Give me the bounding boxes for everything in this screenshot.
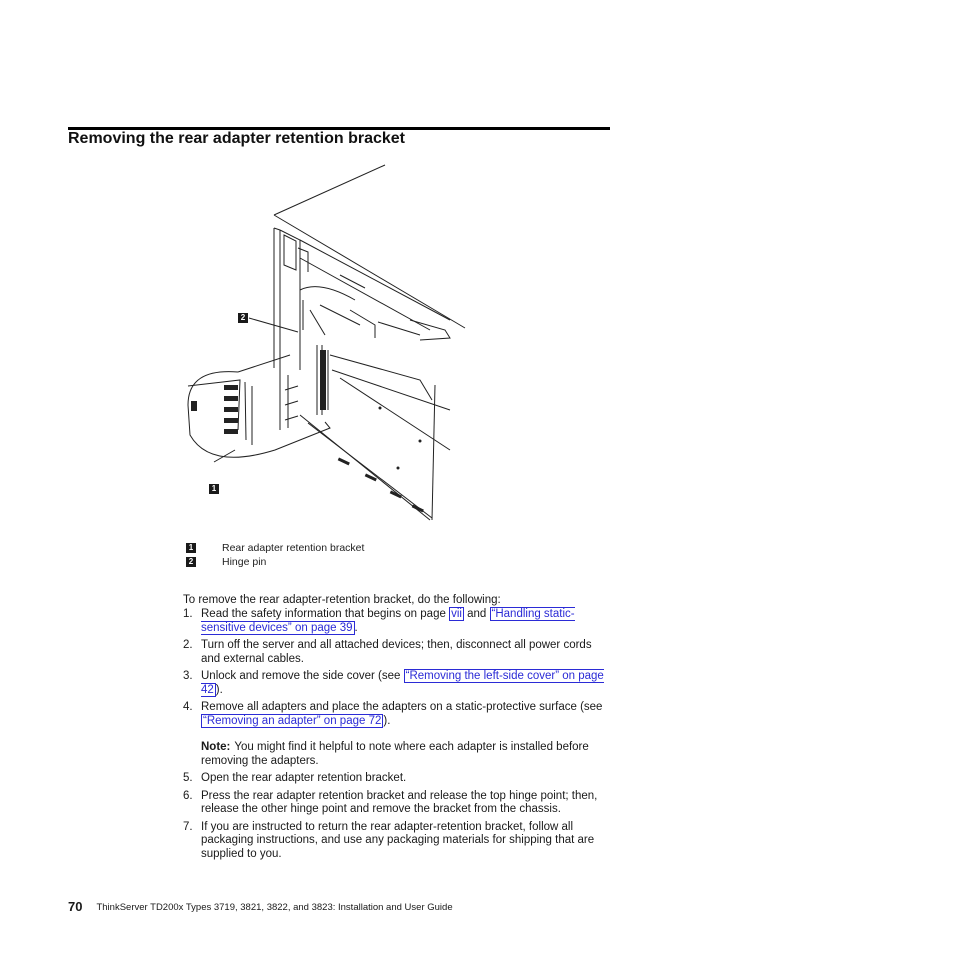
- legend-label: Hinge pin: [222, 556, 267, 568]
- procedure-steps: [183, 608, 613, 865]
- legend-label: Rear adapter retention bracket: [222, 542, 365, 554]
- step-text: Unlock and remove the side cover (see: [201, 669, 404, 682]
- remove-adapter-link[interactable]: “Removing an adapter” on page 72: [203, 714, 382, 727]
- note-block: [201, 741, 613, 768]
- legend-number: 2: [186, 557, 196, 567]
- bracket-illustration: [180, 160, 480, 535]
- step-text: Press the rear adapter retention bracket and release the top hinge point; then, release the other hinge point and remove the bracket from the chassis.: [201, 789, 598, 816]
- step-text: Remove all adapters and place the adapters on a static-protective surface (see: [201, 700, 603, 713]
- step-number: 3.: [183, 669, 193, 682]
- page-vii-link[interactable]: vii: [451, 608, 462, 620]
- list-item: [183, 701, 613, 768]
- note-text: You might find it helpful to note where each adapter is installed before removing the adapters.: [201, 741, 589, 767]
- step-number: 1.: [183, 608, 193, 620]
- step-text: ).: [215, 683, 223, 696]
- list-item: [183, 639, 613, 666]
- list-item: [183, 821, 613, 862]
- step-number: 2.: [183, 638, 193, 651]
- page-title: Removing the rear adapter retention bracket: [68, 130, 405, 147]
- step-text: Read the safety information that begins on page: [201, 608, 450, 620]
- step-text: Turn off the server and all attached devices; then, disconnect all power cords and external cables.: [201, 638, 592, 665]
- list-item: [183, 772, 613, 786]
- list-item: [183, 608, 613, 635]
- handling-static-link[interactable]: “Handling static-sensitive devices” on page 39: [201, 608, 575, 634]
- step-text: ).: [383, 714, 391, 727]
- callout-2-label: 2: [238, 313, 248, 323]
- step-text: If you are instructed to return the rear adapter-retention bracket, follow all packaging instructions, and use any packaging materials for shipping that are supplied to you.: [201, 820, 595, 860]
- legend-number: 1: [186, 543, 196, 553]
- footer-title: ThinkServer TD200x Types 3719, 3821, 3822, and 3823: Installation and User Guide: [96, 902, 453, 913]
- step-number: 6.: [183, 789, 193, 802]
- step-text: and: [463, 608, 490, 620]
- remove-side-cover-link[interactable]: “Removing the left-side cover” on page 42: [201, 669, 604, 696]
- page-number: 70: [68, 899, 83, 914]
- step-number: 4.: [183, 700, 193, 713]
- note-label: Note:: [201, 741, 231, 754]
- list-item: [183, 670, 613, 697]
- intro-paragraph: To remove the rear adapter-retention bracket, do the following:: [183, 594, 501, 606]
- page-footer: [68, 899, 453, 914]
- server-line-drawing: [180, 160, 480, 530]
- callout-1-label: 1: [209, 484, 219, 494]
- step-text: .: [354, 621, 358, 634]
- step-number: 7.: [183, 820, 193, 833]
- step-number: 5.: [183, 772, 193, 785]
- step-text: Open the rear adapter retention bracket.: [201, 772, 407, 785]
- list-item: [183, 790, 613, 817]
